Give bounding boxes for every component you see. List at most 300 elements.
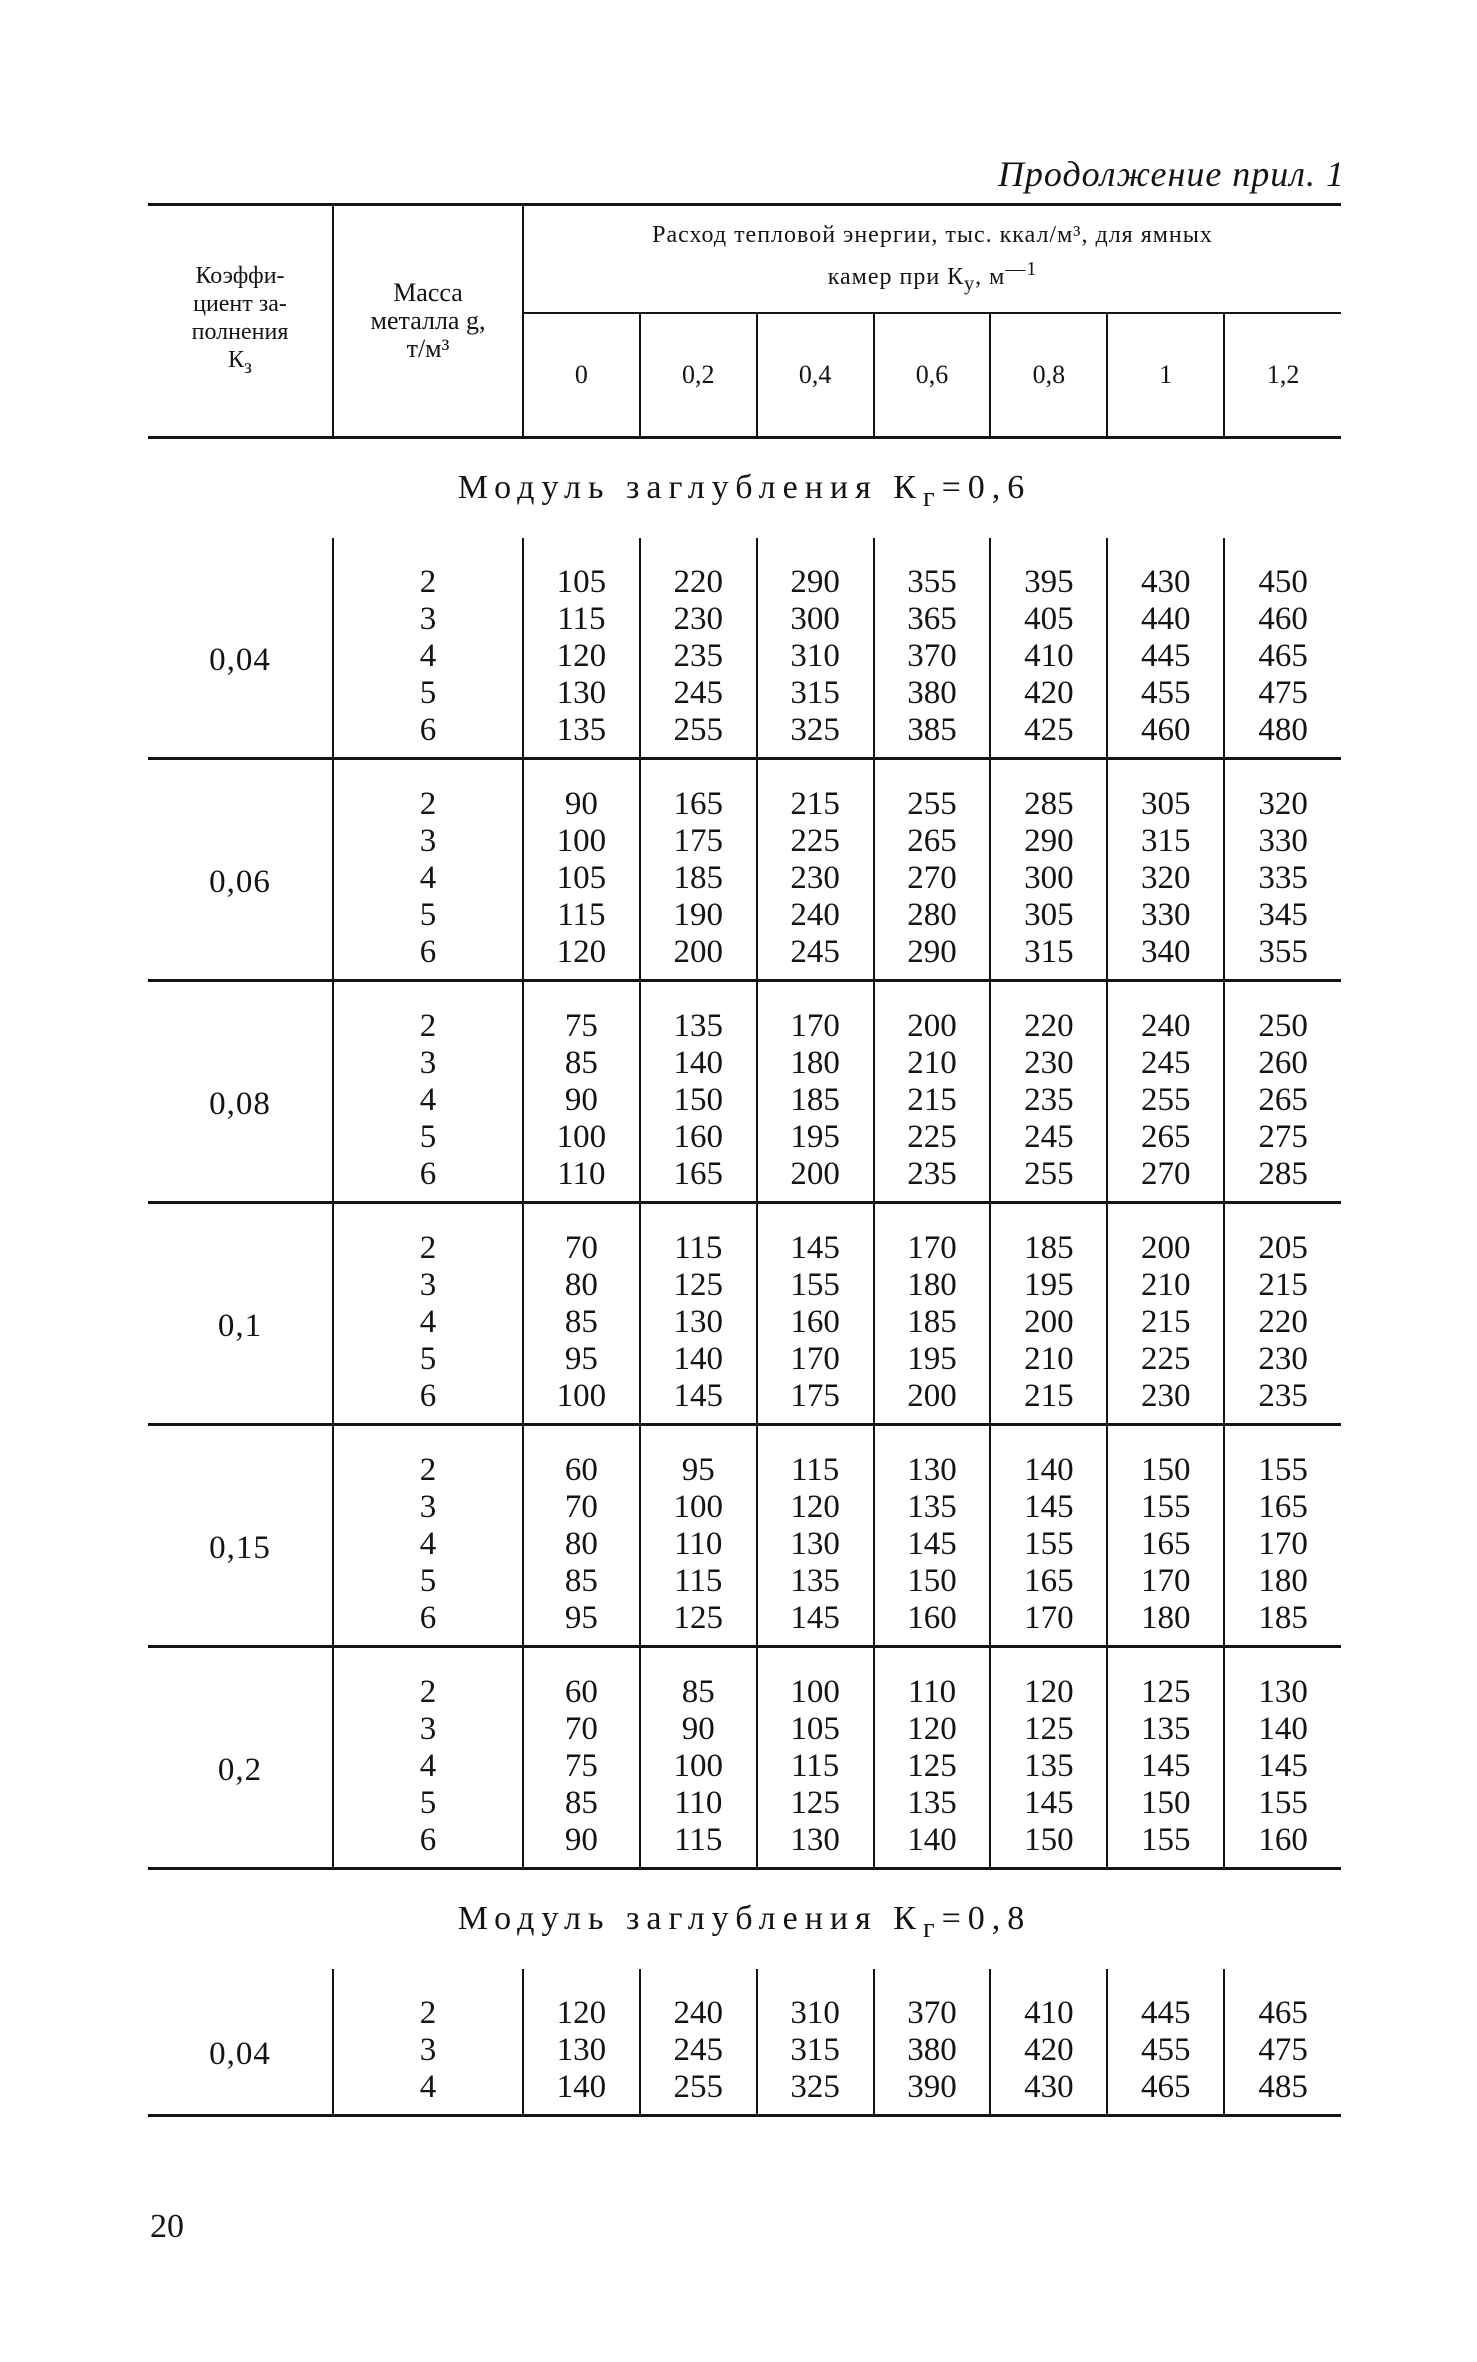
- section-title: Модуль заглубления $К_г=0,8$: [457, 1899, 1032, 1944]
- heat-value-cell: 255: [990, 1156, 1107, 1203]
- heat-value-cell: 145: [1258, 1748, 1308, 1784]
- fill-coefficient-cell: 0,04: [148, 538, 333, 759]
- heat-value-cell: 255: [640, 712, 757, 759]
- heat-value-cell: 85: [523, 1563, 640, 1600]
- heat-value-cell: 145: [990, 1785, 1107, 1822]
- heat-value-cell: 130: [1258, 1674, 1308, 1710]
- heat-value-cell: 135: [874, 1489, 991, 1526]
- heat-value-cell: 465: [1258, 638, 1308, 674]
- metal-mass-cell: 5: [333, 1563, 523, 1600]
- heat-value-cell: 140: [990, 1425, 1107, 1490]
- heat-value-cell: 230: [1107, 1378, 1224, 1425]
- metal-mass-cell: 3: [333, 823, 523, 860]
- metal-mass-cell: 4: [333, 860, 523, 897]
- heat-value-cell: 165: [990, 1563, 1107, 1600]
- heat-value-cell: 60: [523, 1425, 640, 1490]
- heat-value-cell: 220: [640, 538, 757, 601]
- heat-value-cell: 365: [874, 601, 991, 638]
- heat-value-cell: 335: [1258, 860, 1308, 896]
- heat-value-cell: 125: [1107, 1647, 1224, 1712]
- metal-mass-cell: 3: [333, 2032, 523, 2069]
- coefficient-group: [148, 1969, 1341, 2116]
- section-title: Модуль заглубления $К_г=0,6$: [457, 468, 1032, 513]
- heat-value-cell: 90: [523, 1822, 640, 1869]
- heat-value-cell: 290: [874, 934, 991, 981]
- heat-value-cell: 225: [874, 1119, 991, 1156]
- heat-value-cell: 215: [757, 759, 874, 824]
- heat-value-cell: 120: [874, 1711, 991, 1748]
- heat-value-cell: 95: [523, 1341, 640, 1378]
- heat-value-cell: 200: [640, 934, 757, 981]
- heat-value-cell: 210: [1107, 1267, 1224, 1304]
- heat-value-cell: 120: [523, 638, 640, 675]
- heat-value-cell: 80: [523, 1267, 640, 1304]
- heat-value-cell: 370: [874, 638, 991, 675]
- data-table-wrapper: [148, 203, 1341, 2117]
- heat-value-cell: 460: [1258, 601, 1308, 637]
- heat-value-cell: 320: [1258, 786, 1308, 822]
- metal-mass-cell: 2: [333, 1203, 523, 1268]
- heat-value-cell: 140: [874, 1822, 991, 1869]
- heat-value-cell: 450: [1258, 564, 1308, 600]
- heat-value-cell: 110: [523, 1156, 640, 1203]
- fill-coefficient-cell: 0,08: [148, 981, 333, 1203]
- heat-value-cell: 120: [523, 1969, 640, 2032]
- heat-value-cell: 90: [523, 1082, 640, 1119]
- heat-value-cell: 155: [757, 1267, 874, 1304]
- heat-value-cell: 240: [1107, 981, 1224, 1046]
- heat-value-cell: 265: [1107, 1119, 1224, 1156]
- heat-value-cell: 125: [874, 1748, 991, 1785]
- heat-value-cell: 75: [523, 1748, 640, 1785]
- heat-value-cell: 285: [1224, 1156, 1341, 1203]
- heat-value-cell: 70: [523, 1203, 640, 1268]
- heat-value-cell: 145: [990, 1489, 1107, 1526]
- heat-value-cell: 220: [1258, 1304, 1308, 1340]
- metal-mass-cell: 2: [333, 759, 523, 824]
- heat-value-cell: 110: [640, 1526, 757, 1563]
- heat-value-cell: 245: [640, 675, 757, 712]
- heat-value-cell: 370: [874, 1969, 991, 2032]
- heat-value-cell: 340: [1107, 934, 1224, 981]
- metal-mass-cell: 6: [333, 1822, 523, 1869]
- heat-value-cell: 245: [990, 1119, 1107, 1156]
- heat-value-cell: 90: [523, 759, 640, 824]
- heat-value-cell: 420: [990, 2032, 1107, 2069]
- heat-value-cell: 310: [757, 1969, 874, 2032]
- metal-mass-cell: 6: [333, 1378, 523, 1425]
- column-header-metal-mass: Масса металла g, т/м³: [333, 205, 523, 438]
- heat-value-cell: 140: [640, 1341, 757, 1378]
- heat-value-cell: 305: [1107, 759, 1224, 824]
- heat-value-cell: 300: [757, 601, 874, 638]
- heat-value-cell: 115: [757, 1425, 874, 1490]
- heat-value-cell: 85: [640, 1647, 757, 1712]
- heat-value-cell: 150: [874, 1563, 991, 1600]
- heat-value-cell: 355: [874, 538, 991, 601]
- heat-value-cell: 445: [1107, 638, 1224, 675]
- heat-value-cell: 150: [1107, 1785, 1224, 1822]
- heat-value-cell: 235: [640, 638, 757, 675]
- heat-value-cell: 330: [1107, 897, 1224, 934]
- metal-mass-cell: 3: [333, 1711, 523, 1748]
- heat-value-cell: 85: [523, 1045, 640, 1082]
- heat-value-cell: 395: [990, 538, 1107, 601]
- page-number: 20: [150, 2208, 184, 2245]
- heat-value-cell: 120: [757, 1489, 874, 1526]
- heat-value-cell: 380: [874, 2032, 991, 2069]
- heat-value-cell: 405: [990, 601, 1107, 638]
- heat-value-cell: 130: [757, 1526, 874, 1563]
- heat-value-cell: 100: [757, 1647, 874, 1712]
- heat-value-cell: 95: [640, 1425, 757, 1490]
- heat-value-cell: 170: [1107, 1563, 1224, 1600]
- metal-mass-cell: 5: [333, 1341, 523, 1378]
- heat-value-cell: 105: [757, 1711, 874, 1748]
- coefficient-group: [148, 1647, 1341, 1869]
- heat-value-cell: 225: [757, 823, 874, 860]
- heat-value-cell: 390: [874, 2069, 991, 2116]
- heat-value-cell: 440: [1107, 601, 1224, 638]
- heat-value-cell: 230: [1258, 1341, 1308, 1377]
- metal-mass-cell: 6: [333, 712, 523, 759]
- heat-value-cell: 125: [990, 1711, 1107, 1748]
- heat-value-cell: 135: [757, 1563, 874, 1600]
- column-header-ky-value: 0,4: [757, 313, 874, 437]
- metal-mass-cell: 2: [333, 981, 523, 1046]
- heat-value-cell: 325: [757, 712, 874, 759]
- heat-value-cell: 150: [640, 1082, 757, 1119]
- heat-value-cell: 245: [640, 2032, 757, 2069]
- heat-value-cell: 100: [640, 1489, 757, 1526]
- metal-mass-cell: 4: [333, 638, 523, 675]
- heat-value-cell: 130: [523, 2032, 640, 2069]
- table-row: [148, 538, 1341, 601]
- heat-value-cell: 465: [1107, 2069, 1224, 2116]
- heat-value-cell: 245: [1107, 1045, 1224, 1082]
- heat-value-cell: 180: [757, 1045, 874, 1082]
- heat-value-cell: 185: [640, 860, 757, 897]
- fill-coefficient-cell: 0,06: [148, 759, 333, 981]
- heat-value-cell: 130: [640, 1304, 757, 1341]
- heat-value-cell: 195: [757, 1119, 874, 1156]
- heat-value-cell: 185: [874, 1304, 991, 1341]
- metal-mass-cell: 3: [333, 1489, 523, 1526]
- heat-value-cell: 215: [1258, 1267, 1308, 1303]
- heat-value-cell: 255: [640, 2069, 757, 2116]
- heat-value-cell: 455: [1107, 2032, 1224, 2069]
- heat-value-cell: 115: [757, 1748, 874, 1785]
- heat-value-cell: 125: [640, 1267, 757, 1304]
- table-row: [148, 1969, 1341, 2032]
- heat-value-cell: 110: [874, 1647, 991, 1712]
- table-row: [148, 759, 1341, 824]
- heat-value-cell: 195: [874, 1341, 991, 1378]
- column-header-heat-consumption: Расход тепловой энергии, тыс. ккал/м³, для ямных камер при $К_у$, $м^{—1}$: [523, 205, 1341, 314]
- section-heading: [148, 1869, 1341, 1970]
- metal-mass-cell: 4: [333, 1082, 523, 1119]
- column-header-ky-value: 0,2: [640, 313, 757, 437]
- heat-value-cell: 475: [1258, 675, 1308, 711]
- heat-value-cell: 230: [757, 860, 874, 897]
- heat-value-cell: 130: [523, 675, 640, 712]
- heat-value-cell: 270: [874, 860, 991, 897]
- heat-value-cell: 100: [523, 1378, 640, 1425]
- heat-value-cell: 315: [1107, 823, 1224, 860]
- heat-value-cell: 180: [1107, 1600, 1224, 1647]
- heat-value-cell: 155: [1107, 1489, 1224, 1526]
- heat-value-cell: 155: [1258, 1452, 1308, 1488]
- column-header-ky-value: 0,6: [874, 313, 991, 437]
- heat-value-cell: 60: [523, 1647, 640, 1712]
- heat-value-cell: 160: [757, 1304, 874, 1341]
- heat-value-cell: 135: [523, 712, 640, 759]
- heat-value-cell: 115: [640, 1822, 757, 1869]
- heat-value-cell: 140: [1258, 1711, 1308, 1747]
- coefficient-group: [148, 1425, 1341, 1647]
- heat-value-cell: 310: [757, 638, 874, 675]
- heat-value-cell: 280: [874, 897, 991, 934]
- heat-value-cell: 135: [874, 1785, 991, 1822]
- heat-value-cell: 380: [874, 675, 991, 712]
- metal-mass-cell: 5: [333, 675, 523, 712]
- heat-value-cell: 120: [523, 934, 640, 981]
- heat-value-cell: 460: [1107, 712, 1224, 759]
- metal-mass-cell: 4: [333, 1748, 523, 1785]
- heat-value-cell: 315: [990, 934, 1107, 981]
- metal-mass-cell: 5: [333, 1119, 523, 1156]
- heat-value-cell: 135: [1107, 1711, 1224, 1748]
- heat-value-cell: 210: [990, 1341, 1107, 1378]
- heat-value-cell: 140: [640, 1045, 757, 1082]
- column-header-ky-value: 0,8: [990, 313, 1107, 437]
- metal-mass-cell: 3: [333, 601, 523, 638]
- heat-value-cell: 240: [757, 897, 874, 934]
- heat-value-cell: 115: [523, 897, 640, 934]
- heat-value-cell: 125: [757, 1785, 874, 1822]
- heat-value-cell: 125: [640, 1600, 757, 1647]
- metal-mass-cell: 5: [333, 897, 523, 934]
- heat-value-cell: 170: [757, 1341, 874, 1378]
- heat-value-cell: 475: [1258, 2032, 1308, 2068]
- heat-value-cell: 115: [640, 1203, 757, 1268]
- table-row: [148, 981, 1341, 1046]
- heat-value-cell: 170: [757, 981, 874, 1046]
- section-heading: [148, 438, 1341, 539]
- heat-value-cell: 290: [757, 538, 874, 601]
- heat-value-cell: 160: [874, 1600, 991, 1647]
- heat-value-cell: 325: [757, 2069, 874, 2116]
- heat-value-cell: 130: [874, 1425, 991, 1490]
- heat-value-cell: 260: [1258, 1045, 1308, 1081]
- metal-mass-cell: 6: [333, 1156, 523, 1203]
- heat-value-cell: 290: [990, 823, 1107, 860]
- metal-mass-cell: 2: [333, 1425, 523, 1490]
- heat-value-cell: 235: [1224, 1378, 1341, 1425]
- heat-value-cell: 215: [874, 1082, 991, 1119]
- heat-value-cell: 430: [990, 2069, 1107, 2116]
- heat-value-cell: 75: [523, 981, 640, 1046]
- column-header-ky-value: 1: [1107, 313, 1224, 437]
- heat-value-cell: 200: [1107, 1203, 1224, 1268]
- heat-value-cell: 220: [990, 981, 1107, 1046]
- heat-value-cell: 420: [990, 675, 1107, 712]
- heat-value-cell: 185: [757, 1082, 874, 1119]
- heat-value-cell: 430: [1107, 538, 1224, 601]
- heat-value-cell: 90: [640, 1711, 757, 1748]
- coefficient-group: [148, 538, 1341, 759]
- continuation-caption: Продолжение прил. 1: [997, 154, 1345, 194]
- heat-value-cell: 145: [874, 1526, 991, 1563]
- heat-value-cell: 105: [523, 538, 640, 601]
- heat-value-cell: 150: [1107, 1425, 1224, 1490]
- heat-value-cell: 410: [990, 1969, 1107, 2032]
- column-header-fill-coefficient: Коэффи- циент за- полнения $К_з$: [148, 205, 333, 438]
- heat-value-cell: 235: [990, 1082, 1107, 1119]
- heat-value-cell: 175: [757, 1378, 874, 1425]
- column-header-ky-value: 1,2: [1224, 313, 1341, 437]
- metal-mass-cell: 4: [333, 1526, 523, 1563]
- heat-value-cell: 175: [640, 823, 757, 860]
- heat-value-cell: 115: [523, 601, 640, 638]
- heat-value-cell: 250: [1258, 1008, 1308, 1044]
- column-header-ky-value: 0: [523, 313, 640, 437]
- coefficient-group: [148, 1203, 1341, 1425]
- fill-coefficient-cell: 0,2: [148, 1647, 333, 1869]
- heat-value-cell: 210: [874, 1045, 991, 1082]
- heat-value-cell: 255: [874, 759, 991, 824]
- heat-value-cell: 225: [1107, 1341, 1224, 1378]
- heat-value-cell: 265: [874, 823, 991, 860]
- metal-mass-cell: 6: [333, 1600, 523, 1647]
- heat-value-cell: 70: [523, 1489, 640, 1526]
- heat-value-cell: 425: [990, 712, 1107, 759]
- heat-value-cell: 130: [757, 1822, 874, 1869]
- heat-value-cell: 160: [1224, 1822, 1341, 1869]
- heat-value-cell: 145: [757, 1600, 874, 1647]
- heat-value-cell: 185: [990, 1203, 1107, 1268]
- heat-value-cell: 465: [1258, 1995, 1308, 2031]
- heat-value-cell: 355: [1224, 934, 1341, 981]
- heat-value-cell: 145: [1107, 1748, 1224, 1785]
- heat-value-cell: 100: [523, 1119, 640, 1156]
- fill-coefficient-cell: 0,1: [148, 1203, 333, 1425]
- heat-value-cell: 305: [990, 897, 1107, 934]
- heat-value-cell: 165: [640, 1156, 757, 1203]
- heat-value-cell: 145: [757, 1203, 874, 1268]
- heat-value-cell: 455: [1107, 675, 1224, 712]
- metal-mass-cell: 3: [333, 1045, 523, 1082]
- heat-value-cell: 240: [640, 1969, 757, 2032]
- heat-value-cell: 445: [1107, 1969, 1224, 2032]
- heat-value-cell: 95: [523, 1600, 640, 1647]
- heat-value-cell: 230: [990, 1045, 1107, 1082]
- heat-value-cell: 345: [1258, 897, 1308, 933]
- heat-value-cell: 235: [874, 1156, 991, 1203]
- heat-value-cell: 385: [874, 712, 991, 759]
- fill-coefficient-cell: 0,04: [148, 1969, 333, 2116]
- heat-value-cell: 410: [990, 638, 1107, 675]
- heat-value-cell: 190: [640, 897, 757, 934]
- heat-value-cell: 285: [990, 759, 1107, 824]
- heat-value-cell: 315: [757, 675, 874, 712]
- metal-mass-cell: 2: [333, 1647, 523, 1712]
- heat-value-cell: 185: [1224, 1600, 1341, 1647]
- heat-value-cell: 315: [757, 2032, 874, 2069]
- heat-value-cell: 135: [640, 981, 757, 1046]
- heat-value-cell: 245: [757, 934, 874, 981]
- table-header: [148, 205, 1341, 438]
- heat-value-cell: 140: [523, 2069, 640, 2116]
- heat-consumption-table: [148, 203, 1341, 2117]
- metal-mass-cell: 3: [333, 1267, 523, 1304]
- heat-value-cell: 110: [640, 1785, 757, 1822]
- metal-mass-cell: 2: [333, 1969, 523, 2032]
- heat-value-cell: 270: [1107, 1156, 1224, 1203]
- metal-mass-cell: 4: [333, 1304, 523, 1341]
- heat-value-cell: 170: [874, 1203, 991, 1268]
- heat-value-cell: 205: [1258, 1230, 1308, 1266]
- heat-value-cell: 155: [990, 1526, 1107, 1563]
- heat-value-cell: 155: [1258, 1785, 1308, 1821]
- metal-mass-cell: 2: [333, 538, 523, 601]
- metal-mass-cell: 5: [333, 1785, 523, 1822]
- metal-mass-cell: 6: [333, 934, 523, 981]
- heat-value-cell: 165: [1258, 1489, 1308, 1525]
- heat-value-cell: 100: [640, 1748, 757, 1785]
- table-row: [148, 1647, 1341, 1712]
- heat-value-cell: 115: [640, 1563, 757, 1600]
- heat-value-cell: 320: [1107, 860, 1224, 897]
- heat-value-cell: 165: [1107, 1526, 1224, 1563]
- coefficient-group: [148, 981, 1341, 1203]
- heat-value-cell: 70: [523, 1711, 640, 1748]
- heat-value-cell: 480: [1224, 712, 1341, 759]
- heat-value-cell: 300: [990, 860, 1107, 897]
- heat-value-cell: 120: [990, 1647, 1107, 1712]
- heat-value-cell: 135: [990, 1748, 1107, 1785]
- heat-value-cell: 230: [640, 601, 757, 638]
- heat-value-cell: 180: [1258, 1563, 1308, 1599]
- heat-value-cell: 180: [874, 1267, 991, 1304]
- heat-value-cell: 85: [523, 1785, 640, 1822]
- heat-value-cell: 255: [1107, 1082, 1224, 1119]
- heat-value-cell: 155: [1107, 1822, 1224, 1869]
- heat-value-cell: 200: [874, 1378, 991, 1425]
- table-row: [148, 1203, 1341, 1268]
- heat-value-cell: 265: [1258, 1082, 1308, 1118]
- heat-value-cell: 150: [990, 1822, 1107, 1869]
- heat-value-cell: 485: [1224, 2069, 1341, 2116]
- heat-value-cell: 170: [1258, 1526, 1308, 1562]
- heat-value-cell: 145: [640, 1378, 757, 1425]
- heat-value-cell: 200: [757, 1156, 874, 1203]
- heat-value-cell: 170: [990, 1600, 1107, 1647]
- heat-value-cell: 165: [640, 759, 757, 824]
- heat-value-cell: 200: [874, 981, 991, 1046]
- coefficient-group: [148, 759, 1341, 981]
- heat-value-cell: 215: [1107, 1304, 1224, 1341]
- heat-value-cell: 100: [523, 823, 640, 860]
- fill-coefficient-cell: 0,15: [148, 1425, 333, 1647]
- heat-value-cell: 160: [640, 1119, 757, 1156]
- heat-value-cell: 105: [523, 860, 640, 897]
- heat-value-cell: 275: [1258, 1119, 1308, 1155]
- heat-value-cell: 80: [523, 1526, 640, 1563]
- heat-value-cell: 85: [523, 1304, 640, 1341]
- heat-value-cell: 215: [990, 1378, 1107, 1425]
- heat-value-cell: 330: [1258, 823, 1308, 859]
